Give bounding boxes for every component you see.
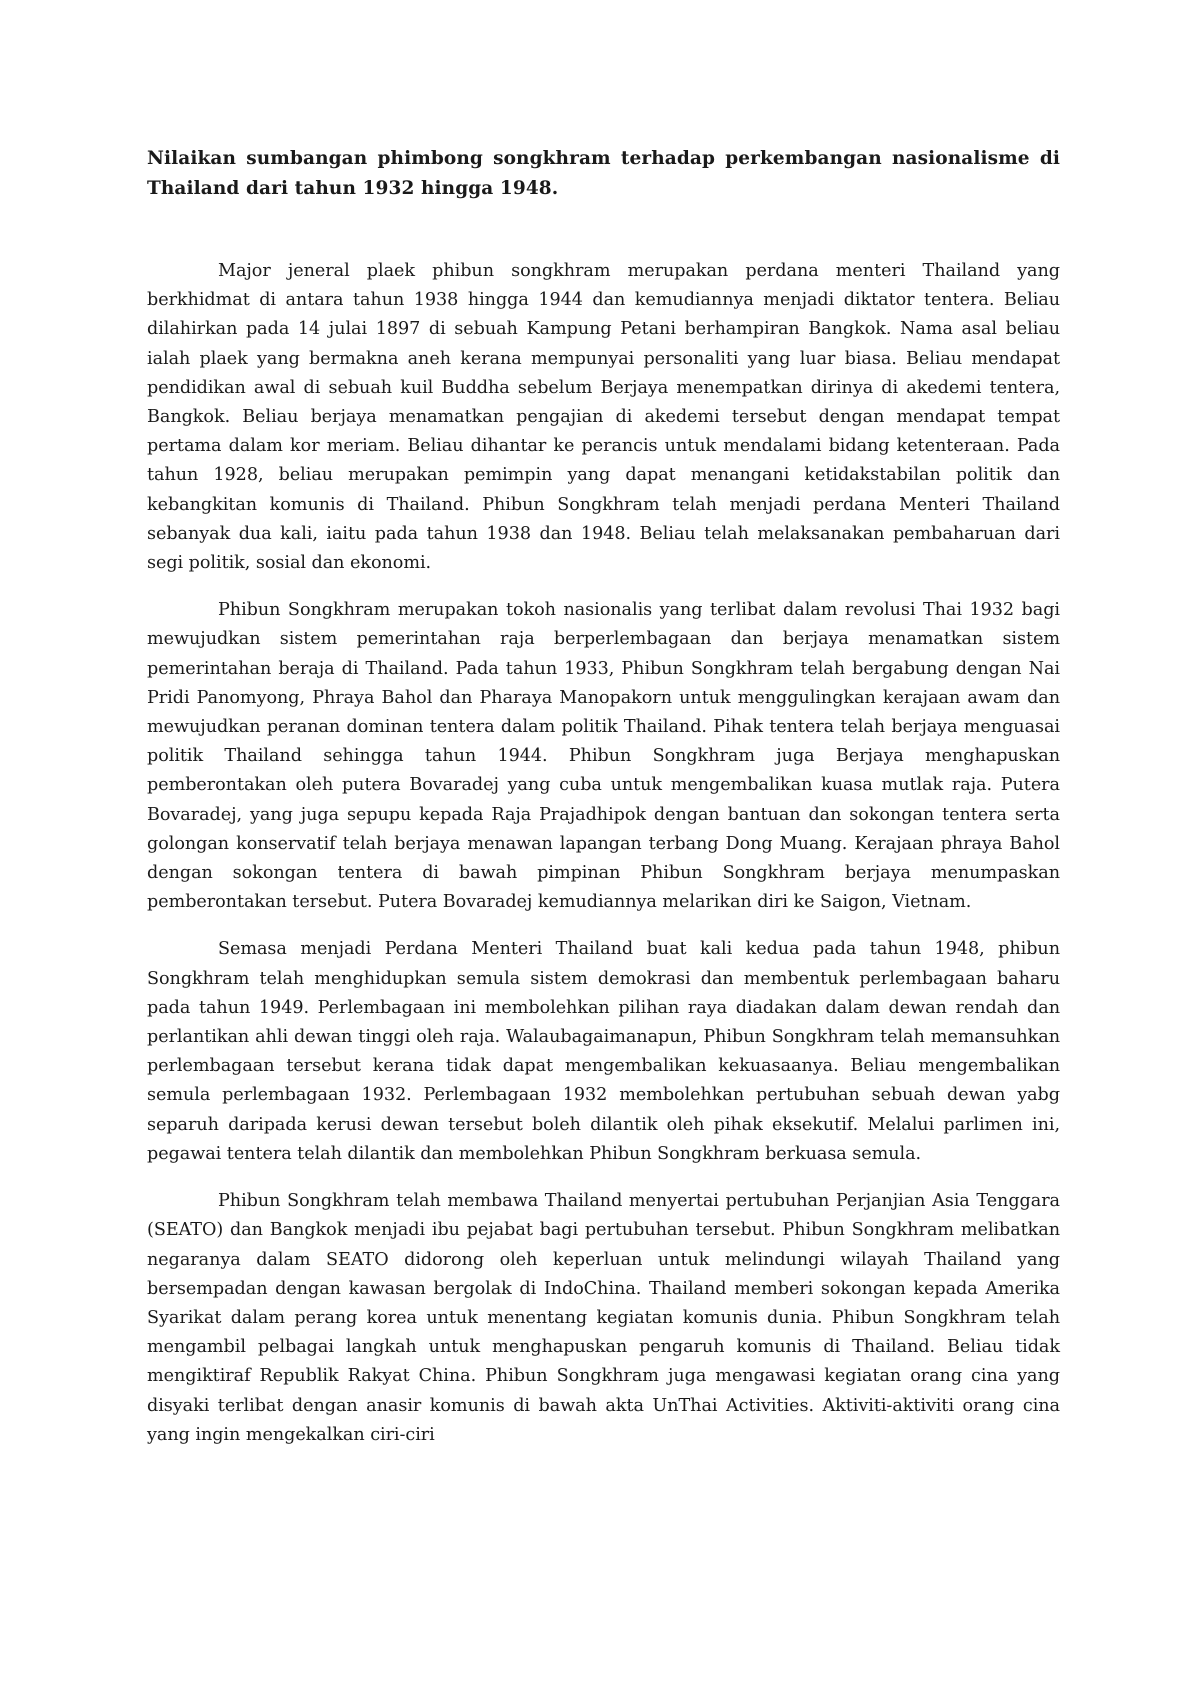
paragraph-4: Phibun Songkhram telah membawa Thailand menyertai pertubuhan Perjanjian Asia Tenggara (SEATO) dan Bangkok menjadi ibu pejabat bagi pertubuhan tersebut. Phibun Songkhram melibatkan negaranya dalam SEATO didorong oleh keperluan untuk melindungi wilayah Thailand yang bersempadan dengan kawasan bergolak di IndoChina. Thailand memberi sokongan kepada Amerika Syarikat dalam perang korea untuk menentang kegiatan komunis dunia. Phibun Songkhram telah mengambil pelbagai langkah untuk menghapuskan pengaruh komunis di Thailand. Beliau tidak mengiktiraf Republik Rakyat China. Phibun Songkhram juga mengawasi kegiatan orang cina yang disyaki terlibat dengan anasir komunis di bawah akta UnThai Activities. Aktiviti-aktiviti orang cina yang ingin mengekalkan ciri-ciri bbox=[147, 1191, 1060, 1445]
essay-question-title: Nilaikan sumbangan phimbong songkhram terhadap perkembangan nasionalisme di Thailand dari tahun 1932 hingga 1948. bbox=[147, 148, 1060, 199]
essay-body bbox=[147, 257, 1060, 1450]
paragraph-1: Major jeneral plaek phibun songkhram merupakan perdana menteri Thailand yang berkhidmat di antara tahun 1938 hingga 1944 dan kemudiannya menjadi diktator tentera. Beliau dilahirkan pada 14 julai 1897 di sebuah Kampung Petani berhampiran Bangkok. Nama asal beliau ialah plaek yang bermakna aneh kerana mempunyai personaliti yang luar biasa. Beliau mendapat pendidikan awal di sebuah kuil Buddha sebelum Berjaya menempatkan dirinya di akedemi tentera, Bangkok. Beliau berjaya menamatkan pengajian di akedemi tersebut dengan mendapat tempat pertama dalam kor meriam. Beliau dihantar ke perancis untuk mendalami bidang ketenteraan. Pada tahun 1928, beliau merupakan pemimpin yang dapat menangani ketidakstabilan politik dan kebangkitan komunis di Thailand. Phibun Songkhram telah menjadi perdana Menteri Thailand sebanyak dua kali, iaitu pada tahun 1938 dan 1948. Beliau telah melaksanakan pembaharuan dari segi politik, sosial dan ekonomi. bbox=[147, 261, 1060, 574]
paragraph-3: Semasa menjadi Perdana Menteri Thailand buat kali kedua pada tahun 1948, phibun Songkhram telah menghidupkan semula sistem demokrasi dan membentuk perlembagaan baharu pada tahun 1949. Perlembagaan ini membolehkan pilihan raya diadakan dalam dewan rendah dan perlantikan ahli dewan tinggi oleh raja. Walaubagaimanapun, Phibun Songkhram telah memansuhkan perlembagaan tersebut kerana tidak dapat mengembalikan kekuasaanya. Beliau mengembalikan semula perlembagaan 1932. Perlembagaan 1932 membolehkan pertubuhan sebuah dewan yabg separuh daripada kerusi dewan tersebut boleh dilantik oleh pihak eksekutif. Melalui parlimen ini, pegawai tentera telah dilantik dan membolehkan Phibun Songkhram berkuasa semula. bbox=[147, 939, 1060, 1164]
document-content bbox=[147, 144, 1060, 1468]
paragraph-2: Phibun Songkhram merupakan tokoh nasionalis yang terlibat dalam revolusi Thai 1932 bagi mewujudkan sistem pemerintahan raja berperlembagaan dan berjaya menamatkan sistem pemerintahan beraja di Thailand. Pada tahun 1933, Phibun Songkhram telah bergabung dengan Nai Pridi Panomyong, Phraya Bahol dan Pharaya Manopakorn untuk menggulingkan kerajaan awam dan mewujudkan peranan dominan tentera dalam politik Thailand. Pihak tentera telah berjaya menguasai politik Thailand sehingga tahun 1944. Phibun Songkhram juga Berjaya menghapuskan pemberontakan oleh putera Bovaradej yang cuba untuk mengembalikan kuasa mutlak raja. Putera Bovaradej, yang juga sepupu kepada Raja Prajadhipok dengan bantuan dan sokongan tentera serta golongan konservatif telah berjaya menawan lapangan terbang Dong Muang. Kerajaan phraya Bahol dengan sokongan tentera di bawah pimpinan Phibun Songkhram berjaya menumpaskan pemberontakan tersebut. Putera Bovaradej kemudiannya melarikan diri ke Saigon, Vietnam. bbox=[147, 600, 1060, 913]
